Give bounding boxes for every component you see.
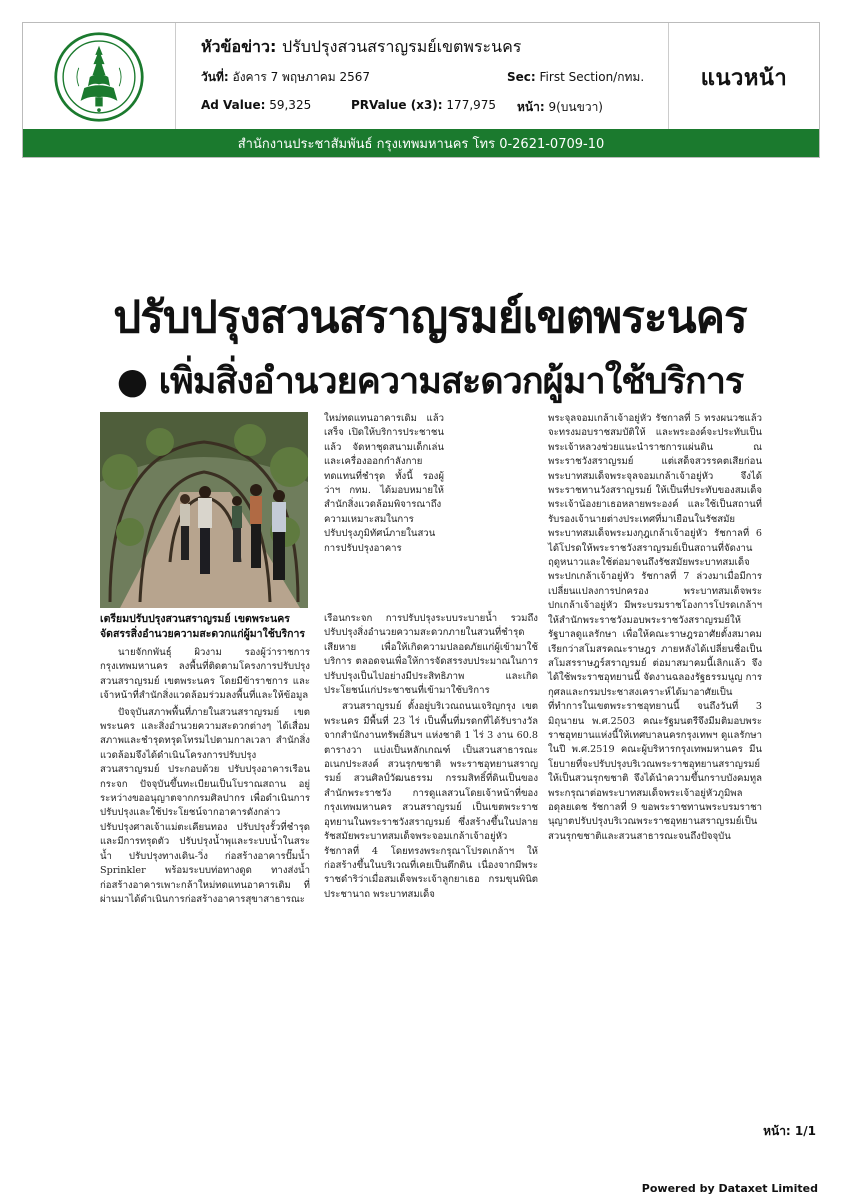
sec-label: Sec: xyxy=(507,70,536,84)
article-column-1 xyxy=(100,646,310,907)
office-bar xyxy=(23,129,819,157)
page-counter: หน้า: 1/1 xyxy=(763,1124,816,1138)
ad-label: Ad Value: xyxy=(201,98,266,112)
page-value: 9(บนขวา) xyxy=(548,100,603,114)
paragraph: พระจุลจอมเกล้าเจ้าอยู่หัว รัชกาลที่ 5 ทรงผนวชแล้วจะทรงมอบราชสมบัติให้ และพระองค์จะประทับเป็นพระเจ้าหลวงช่วยแนะนำราชการแผ่นดิน ณ พระราชวังสราญรมย์ แต่เสด็จสวรรคตเสียก่อน พระบาทสมเด็จพระจุลจอมเกล้าเจ้าอยู่หัว จึงได้พระราชทานวังสราญรมย์ ให้เป็นที่ประทับของสมเด็จพระเจ้าน้องยาเธอหลายพระองค์ และใช้เป็นสถานที่รับรองเจ้านายต่างประเทศที่มาเยือนในรัชสมัยพระบาทสมเด็จพระมงกุฎเกล้าเจ้าอยู่หัว รัชกาลที่ 6 ได้โปรดให้พระราชวังสราญรมย์เป็นสถานที่จัดงานฤดูหนาวและใช้ต่อมาจนถึงรัชสมัยพระบาทสมเด็จพระปกเกล้าเจ้าอยู่หัว รัชกาลที่ 7 ล่วงมาเมื่อมีการเปลี่ยนแปลงการปกครอง พระบาทสมเด็จพระปกเกล้าเจ้าอยู่หัว มีพระบรมราชโองการโปรดเกล้าฯ ให้สำนักพระราชวังมอบพระราชวังสราญรมย์ให้รัฐบาลดูแลรักษา เพื่อให้คณะราษฎรอาศัยตั้งสมาคมเรียกว่าสโมสรคณะราษฎร ภายหลังได้เปลี่ยนชื่อเป็นสโมสรราษฎร์สราญรมย์ ต่อมาสมาคมนี้เลิกแล้ว จึงได้ใช้พระราชอุทยานนี้ จัดงานฉลองรัฐธรรมนูญ การกุศลและกรมประชาสงเคราะห์ได้มาอาศัยเป็นที่ทำการในเขตพระราชอุทยานนี้ จนถึงวันที่ 3 มิถุนายน พ.ศ.2503 คณะรัฐมนตรีจึงมีมติมอบพระราชอุทยานแห่งนี้ให้เทศบาลนครกรุงเทพฯ ดูแลรักษา ในปี พ.ศ.2519 คณะผู้บริหารกรุงเทพมหานคร มีนโยบายที่จะปรับปรุงบริเวณพระราชอุทยานสราญรมย์ให้เป็นสวนรุกขชาติ จึงได้นำความขึ้นกราบบังคมทูลพระกรุณาต่อพระบาทสมเด็จพระเจ้าอยู่หัวภูมิพลอดุลยเดช รัชกาลที่ 9 ขอพระราชทานพระบรมราชานุญาตปรับปรุงบริเวณพระราชอุทยานสราญรมย์เป็นสวนรุกขชาติและสวนสาธารณะจนถึงปัจจุบัน xyxy=(548,413,762,842)
headline-label: หัวข้อข่าว: xyxy=(201,37,277,56)
bma-seal-logo xyxy=(53,31,145,123)
clipping-header xyxy=(22,22,820,158)
paragraph: เรือนกระจก การปรับปรุงระบบระบายน้ำ รวมถึงปรับปรุงสิ่งอำนวยความสะดวกภายในสวนที่ชำรุดเสียหาย เพื่อให้เกิดความปลอดภัยแก่ผู้เข้ามาใช้บริการ ตลอดจนเพื่อให้การจัดสรรงบประมาณในการปรับปรุงเป็นไปอย่างมีประสิทธิภาพ และเกิดประโยชน์แก่ประชาชนที่เข้ามาใช้บริการ xyxy=(324,613,538,697)
logo-cell xyxy=(23,23,176,131)
date-row xyxy=(201,68,681,92)
article-photo xyxy=(100,412,308,608)
ad-value: 59,325 xyxy=(269,98,312,112)
date-value: อังคาร 7 พฤษภาคม 2567 xyxy=(232,70,371,84)
sec-value: First Section/กทม. xyxy=(539,70,645,84)
date-label: วันที่: xyxy=(201,70,229,84)
powered-by: Powered by Dataxet Limited xyxy=(641,1182,818,1195)
publication-name: แนวหน้า xyxy=(700,65,788,91)
office-bar-text: สำนักงานประชาสัมพันธ์ กรุงเทพมหานคร โทร 0-2621-0709-10 xyxy=(237,136,605,152)
page-label: หน้า: xyxy=(517,100,545,114)
paragraph: ปัจจุบันสภาพพื้นที่ภายในสวนสราญรมย์ เขตพระนคร และสิ่งอำนวยความสะดวกต่างๆ ได้เสื่อมสภาพและชำรุดทรุดโทรมไปตามกาลเวลา สำนักสิ่งแวดล้อมจึงได้ดำเนินโครงการปรับปรุงสวนสราญรมย์ ประกอบด้วย ปรับปรุงอาคารเรือนกระจก ปัจจุบันขึ้นทะเบียนเป็นโบราณสถาน อยู่ระหว่างขออนุญาตจากกรมศิลปากร เพื่อดำเนินการปรับปรุงและใช้ประโยชน์จากอาคารดังกล่าว ปรับปรุงศาลเจ้าแม่ตะเคียนทอง ปรับปรุงรั้วที่ชำรุดและมีการทรุดตัว ปรับปรุงน้ำพุและระบบน้ำในสระน้ำ ปรับปรุงทางเดิน-วิ่ง ก่อสร้างอาคารปั๊มน้ำ Sprinkler พร้อมระบบท่อทางดูด ทางส่งน้ำ ก่อสร้างอาคารเพาะกล้าใหม่ทดแทนอาคารเดิม ที่ผ่านมาได้ดำเนินการก่อสร้างอาคารสุขาสาธารณะ xyxy=(100,706,310,905)
article-headline: ปรับปรุงสวนสราญรมย์เขตพระนคร xyxy=(113,292,747,343)
paragraph: นายจักกพันธุ์ ผิวงาม รองผู้ว่าราชการกรุงเทพมหานคร ลงพื้นที่ติดตามโครงการปรับปรุงสวนสราญรมย์ เขตพระนคร โดยมีข้าราชการ และเจ้าหน้าที่สำนักสิ่งแวดล้อมร่วมลงพื้นที่และให้ข้อมูล xyxy=(100,647,310,702)
headline-row xyxy=(201,35,681,60)
pr-value: 177,975 xyxy=(446,98,497,112)
article-column-2-top xyxy=(324,412,444,556)
clipping-info xyxy=(201,33,681,120)
headline-value: ปรับปรุงสวนสราญรมย์เขตพระนคร xyxy=(281,37,522,56)
value-row xyxy=(201,98,681,120)
article-column-2 xyxy=(324,612,538,902)
photo-caption: เตรียมปรับปรุงสวนสราญรมย์ เขตพระนคร จัดสรรสิ่งอำนวยความสะดวกแก่ผู้มาใช้บริการ xyxy=(100,613,306,640)
article-subheadline: ● เพิ่มสิ่งอำนวยความสะดวกผู้มาใช้บริการ xyxy=(116,361,744,402)
paragraph: ใหม่ทดแทนอาคารเดิม แล้วเสร็จ เปิดให้บริการประชาชนแล้ว จัดหาชุดสนามเด็กเล่น และเครื่องออกกำลังกายทดแทนที่ชำรุด ทั้งนี้ รองผู้ว่าฯ กทม. ได้มอบหมายให้สำนักสิ่งแวดล้อมพิจารณาถึงความเหมาะสมในการปรับปรุงภูมิทัศน์ภายในสวน การปรับปรุงอาคาร xyxy=(324,413,444,554)
publication-cell xyxy=(668,23,819,131)
paragraph: สวนสราญรมย์ ตั้งอยู่บริเวณถนนเจริญกรุง เขตพระนคร มีพื้นที่ 23 ไร่ เป็นพื้นที่มรดกที่ได้รับรางวัลจากสำนักงานทรัพย์สินฯ แห่งชาติ 1 ไร่ 3 งาน 60.8 ตารางวา แบ่งเป็นหลักเกณฑ์ เป็นสวนสาธารณะอเนกประสงค์ สวนรุกขชาติ พระราชอุทยานสราญรมย์ สวนศิลป์วัฒนธรรม กรรมสิทธิ์ที่ดินเป็นของสำนักพระราชวัง การดูแลสวนโดยเจ้าหน้าที่ของกรุงเทพมหานคร สวนสราญรมย์ เป็นเขตพระราชอุทยานในพระราชวังสราญรมย์ ซึ่งสร้างขึ้นในปลายรัชสมัยพระบาทสมเด็จพระจอมเกล้าเจ้าอยู่หัว รัชกาลที่ 4 โดยทรงพระกรุณาโปรดเกล้าฯ ให้ก่อสร้างขึ้นในบริเวณที่เคยเป็นตึกดิน เนื่องจากมีพระราชดำริว่าเมื่อสมเด็จพระเจ้าลูกยาเธอ กรมขุนพินิตประชานาถ พระบาทสมเด็จ xyxy=(324,701,538,900)
article-column-3 xyxy=(548,412,762,844)
pr-label: PRValue (x3): xyxy=(351,98,443,112)
